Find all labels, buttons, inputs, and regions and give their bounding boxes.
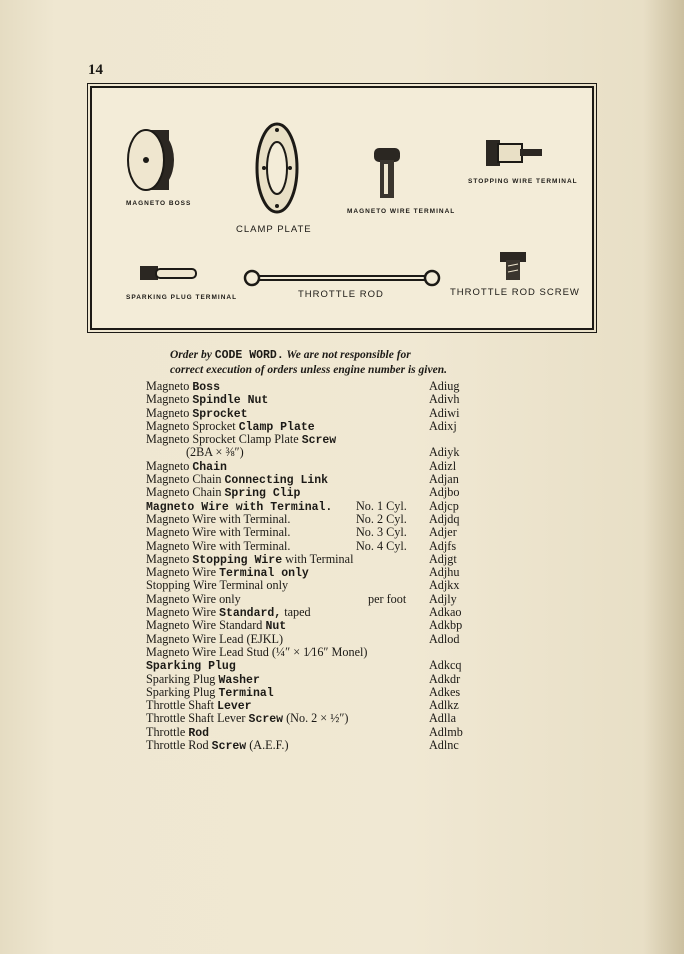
part-description-bold: Sparking Plug (146, 660, 236, 674)
part-row (146, 486, 486, 499)
part-description-bold: Standard, (219, 607, 282, 621)
throttle-rod-screw-drawing (500, 252, 526, 280)
part-code-word: Adiug (429, 379, 460, 393)
part-description (146, 540, 290, 553)
part-description-plain: Magneto (146, 379, 193, 393)
part-description-bold: Chain (192, 460, 227, 474)
part-row (146, 619, 486, 632)
part-code-word: Adjkx (429, 578, 460, 593)
part-description-suffix: with Terminal (282, 551, 354, 566)
part-description-plain: Magneto Wire with Terminal. (146, 511, 291, 526)
part-row (146, 380, 486, 393)
part-description-plain: Magneto Wire Lead (EJKL) (146, 631, 284, 646)
part-row (146, 513, 486, 526)
part-description-plain: Magneto (146, 405, 193, 420)
part-row (146, 606, 486, 619)
order-note-line-1-rest: We are not responsible for (286, 349, 411, 361)
part-code-word: Adjan (429, 472, 459, 487)
part-row (146, 407, 486, 420)
part-code-word: Adjer (429, 525, 457, 540)
order-note-line-1 (170, 348, 530, 363)
part-code-word: Adkdr (429, 671, 461, 686)
part-description-plain: Magneto Sprocket Clamp Plate (146, 432, 302, 447)
part-row (146, 712, 486, 725)
part-description-bold: Terminal only (219, 567, 309, 581)
part-description-bold: Spindle Nut (192, 394, 269, 408)
part-row (146, 673, 486, 686)
throttle-rod-screw-label: THROTTLE ROD SCREW (450, 287, 580, 298)
part-description-bold: Nut (265, 620, 287, 634)
part-description (186, 446, 244, 459)
part-row (146, 500, 486, 513)
part-row (146, 393, 486, 406)
part-description-plain: (2BA × ⅜″) (186, 445, 244, 460)
part-description (146, 526, 290, 539)
part-description-plain: Throttle Shaft Lever (146, 711, 249, 726)
parts-list (146, 380, 486, 752)
part-description-plain: Magneto Sprocket (146, 418, 239, 433)
magneto-wire-terminal-label: MAGNETO WIRE TERMINAL (347, 208, 456, 215)
part-description-plain: Magneto (146, 551, 193, 566)
part-description-bold: Screw (301, 434, 337, 448)
part-description-plain: Magneto Chain (146, 472, 225, 487)
part-code-word: Adizl (429, 458, 457, 473)
part-code-word: Adivh (429, 392, 460, 407)
part-qualifier: No. 3 Cyl. (356, 525, 407, 540)
part-qualifier: No. 4 Cyl. (356, 538, 407, 553)
part-description-bold: Sprocket (192, 407, 248, 421)
part-row (146, 566, 486, 579)
magneto-boss-drawing (128, 130, 174, 190)
part-code-word: Adkao (429, 605, 462, 620)
part-description-plain: Throttle Shaft (146, 698, 218, 713)
part-code-word: Adjbo (429, 485, 460, 500)
part-description-plain: Magneto Wire Standard (146, 618, 266, 633)
part-code-word: Adlla (429, 711, 457, 726)
part-description (146, 646, 367, 659)
part-code-word: Adjdq (429, 511, 460, 526)
part-qualifier: No. 2 Cyl. (356, 511, 407, 526)
part-description-suffix: (A.E.F.) (246, 738, 289, 753)
part-description-plain: Magneto Wire (146, 565, 220, 580)
part-row (146, 460, 486, 473)
part-description-plain: Sparking Plug (146, 684, 219, 699)
part-row (146, 579, 486, 592)
throttle-rod-label: THROTTLE ROD (298, 289, 384, 300)
part-description-plain: Sparking Plug (146, 671, 219, 686)
part-code-word: Adiwi (429, 405, 460, 420)
part-description-suffix: taped (281, 605, 311, 620)
sparking-plug-terminal-label: SPARKING PLUG TERMINAL (126, 294, 238, 301)
part-row (146, 446, 486, 459)
part-code-word: Adkcq (429, 658, 462, 673)
part-code-word: Adkes (429, 684, 461, 699)
part-row (146, 593, 486, 606)
order-note-code-word: CODE WORD. (214, 349, 284, 362)
part-description-plain: Magneto Wire Lead Stud (¼″ × 1⁄16″ Monel) (146, 644, 368, 659)
clamp-plate-label: CLAMP PLATE (236, 224, 312, 235)
part-description (146, 513, 290, 526)
part-description-bold: Lever (217, 700, 252, 714)
part-row (146, 686, 486, 699)
part-row (146, 420, 486, 433)
part-row (146, 646, 486, 659)
part-description-plain: Magneto Chain (146, 485, 225, 500)
part-code-word: Adjhu (429, 565, 460, 580)
part-description (146, 486, 300, 500)
part-description-plain: Throttle Rod (146, 738, 212, 753)
part-qualifier: per foot (368, 591, 407, 606)
order-note-line-2: correct execution of orders unless engine number is given. (170, 364, 447, 376)
part-description-plain: Magneto Wire only (146, 591, 241, 606)
part-row (146, 739, 486, 752)
part-row (146, 633, 486, 646)
part-description-bold: Washer (218, 673, 260, 687)
part-code-word: Adlod (429, 631, 460, 646)
sparking-plug-terminal-drawing (140, 266, 196, 280)
part-row (146, 473, 486, 486)
magneto-wire-terminal-drawing (374, 148, 400, 198)
part-code-word: Adjgt (429, 551, 457, 566)
part-description (146, 579, 288, 592)
part-row (146, 553, 486, 566)
page-number: 14 (88, 62, 103, 78)
part-description-plain: Magneto Wire with Terminal. (146, 538, 291, 553)
part-description (146, 739, 289, 753)
part-code-word: Adjcp (429, 498, 459, 513)
part-row (146, 659, 486, 672)
clamp-plate-drawing (257, 124, 297, 212)
part-description-bold: Connecting Link (224, 474, 329, 488)
part-description-plain: Throttle (146, 724, 189, 739)
part-code-word: Adlkz (429, 698, 459, 713)
part-code-word: Adiyk (429, 445, 460, 460)
throttle-rod-drawing (245, 271, 439, 285)
part-description-suffix: (No. 2 × ½″) (283, 711, 349, 726)
part-description-bold: Clamp Plate (238, 420, 315, 434)
part-description-bold: Screw (211, 740, 247, 754)
order-note (170, 348, 530, 378)
order-note-prefix: Order by (170, 349, 212, 361)
part-row (146, 699, 486, 712)
part-description-bold: Screw (248, 713, 284, 727)
part-description-bold: Stopping Wire (192, 553, 283, 567)
part-row (146, 726, 486, 739)
part-code-word: Adixj (429, 418, 457, 433)
stopping-wire-terminal-drawing (486, 140, 542, 166)
stopping-wire-terminal-label: STOPPING WIRE TERMINAL (468, 178, 578, 185)
part-description-plain: Magneto (146, 458, 193, 473)
part-description-plain: Magneto Wire (146, 605, 220, 620)
part-description-plain: Stopping Wire Terminal only (146, 578, 289, 593)
part-code-word: Adjly (429, 591, 457, 606)
part-description-plain: Magneto (146, 392, 193, 407)
part-row (146, 540, 486, 553)
part-description-bold: Boss (192, 381, 220, 394)
part-row (146, 433, 486, 446)
magneto-boss-label: MAGNETO BOSS (126, 200, 192, 207)
part-qualifier: No. 1 Cyl. (356, 498, 407, 513)
part-code-word: Adkbp (429, 618, 463, 633)
part-description (146, 633, 283, 646)
part-description-bold: Terminal (218, 686, 274, 700)
part-code-word: Adlmb (429, 724, 463, 739)
parts-illustration (90, 86, 594, 330)
part-description-plain: Magneto Wire with Terminal. (146, 525, 291, 540)
part-description-bold: Magneto Wire with Terminal. (146, 500, 333, 514)
part-description (146, 593, 241, 606)
part-description-bold: Spring Clip (224, 487, 301, 501)
part-description-bold: Rod (188, 726, 210, 740)
part-code-word: Adlnc (429, 738, 459, 753)
part-row (146, 526, 486, 539)
part-code-word: Adjfs (429, 538, 457, 553)
